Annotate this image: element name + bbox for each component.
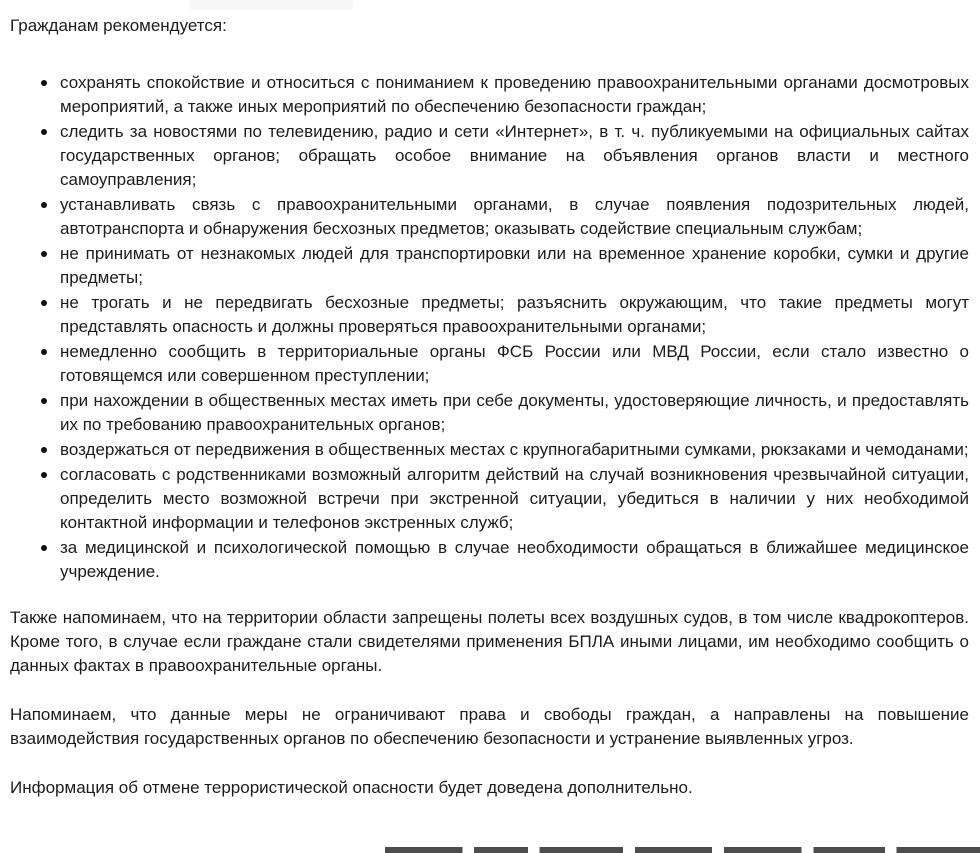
paragraph-uav-ban: Также напоминаем, что на территории области запрещены полеты всех воздушных судов, в том числе квадрокоптеров. Кроме того, в случае если граждане стали свидетелями применения БПЛА иными лицами, им необходимо сообщить о данных фактах в правоохранительные органы. [10,608,969,675]
recommendation-text: воздержаться от передвижения в общественных местах с крупногабаритными сумками, рюкзаками и чемоданами; [60,440,969,459]
bullet-icon [41,300,47,306]
bullet-icon [41,251,47,257]
bullet-icon [41,545,47,551]
recommendation-item [60,242,969,290]
recommendation-text: устанавливать связь с правоохранительными органами, в случае появления подозрительных людей, автотранспорта и обнаружения бесхозных предметов; оказывать содействие специальным службам; [60,195,969,238]
recommendation-text: не трогать и не передвигать бесхозные предметы; разъяснить окружающим, что такие предметы могут представлять опасность и должны проверяться правоохранительными органами; [60,293,969,336]
bullet-icon [41,80,47,86]
paragraph-cancellation-info: Информация об отмене террористической опасности будет доведена дополнительно. [10,778,693,797]
recommendation-item [60,438,969,462]
recommendation-text: следить за новостями по телевидению, радио и сети «Интернет», в т. ч. публикуемыми на официальных сайтах государственных органов; обращать особое внимание на объявления органов власти и местного самоуправления; [60,122,969,189]
cropped-line-artifact-top [190,0,353,10]
recommendation-text: немедленно сообщить в территориальные органы ФСБ России или МВД России, если стало известно о готовящемся или совершенном преступлении; [60,342,969,385]
recommendation-text: не принимать от незнакомых людей для транспортировки или на временное хранение коробки, сумки и другие предметы; [60,244,969,287]
recommendation-item [60,193,969,241]
recommendation-item [60,120,969,192]
recommendation-item [60,291,969,339]
bullet-icon [41,349,47,355]
bullet-icon [41,447,47,453]
recommendation-item [60,340,969,388]
document-title: Гражданам рекомендуется: [10,16,227,35]
bullet-icon [41,202,47,208]
recommendation-item [60,463,969,535]
bullet-icon [41,398,47,404]
recommendation-item [60,71,969,119]
recommendation-text: за медицинской и психологической помощью в случае необходимости обращаться в ближайшее медицинское учреждение. [60,538,969,581]
bullet-icon [41,129,47,135]
bullet-icon [41,472,47,478]
recommendations-list [10,71,969,584]
cropped-line-artifact-bottom [385,847,980,853]
recommendation-text: сохранять спокойствие и относиться с пониманием к проведению правоохранительными органами досмотровых мероприятий, а также иных мероприятий по обеспечению безопасности граждан; [60,73,969,116]
recommendation-item [60,389,969,437]
paragraph-rights-note: Напоминаем, что данные меры не ограничивают права и свободы граждан, а направлены на повышение взаимодействия государственных органов по обеспечению безопасности и устранение выявленных угроз. [10,705,969,748]
recommendation-text: согласовать с родственниками возможный алгоритм действий на случай возникновения чрезвычайной ситуации, определить место возможной встречи при экстренной ситуации, убедиться в наличии у них необходимой контактной информации и телефонов экстренных служб; [60,465,969,532]
recommendation-text: при нахождении в общественных местах иметь при себе документы, удостоверяющие личность, и предоставлять их по требованию правоохранительных органов; [60,391,969,434]
recommendation-item [60,536,969,584]
